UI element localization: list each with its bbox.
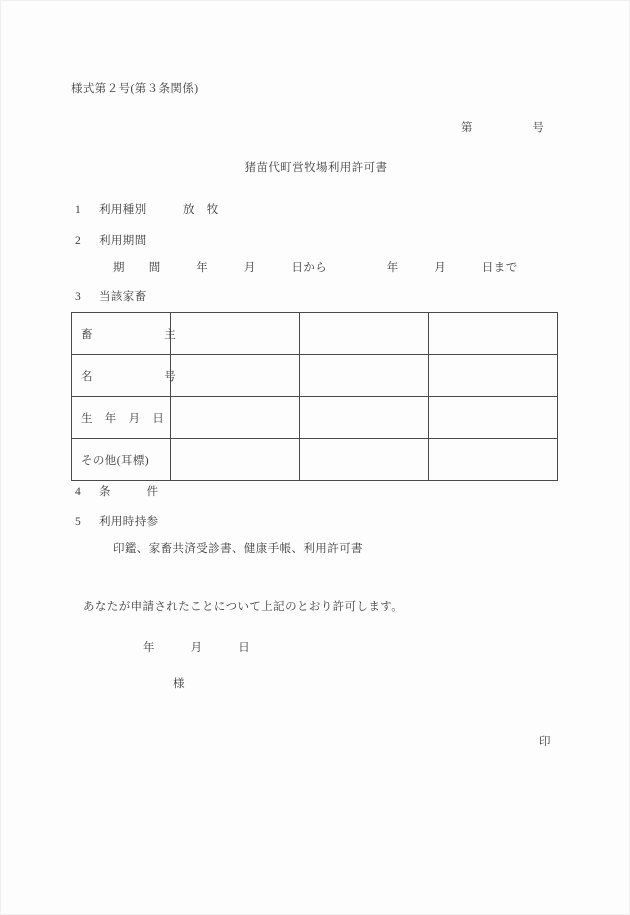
item-3-number: 3 [75,291,82,303]
item-4-label-conditions: 条 件 [99,486,159,498]
form-number: 様式第２号(第３条関係) [71,83,199,95]
table-cell[interactable] [429,439,558,481]
page-title: 猪苗代町営牧場利用許可書 [244,162,388,174]
document-number-field: 第 号 [461,122,545,134]
table-cell[interactable] [171,313,300,355]
table-cell[interactable] [300,355,429,397]
item-5-number: 5 [75,516,82,528]
item-2-period-blank-row: 期 間 年 月 日から 年 月 日まで [113,262,518,274]
row-label-other-eartag: その他(耳標) [72,439,171,481]
item-5-label-bring-items: 利用時持参 [99,516,159,528]
item-1-number: 1 [75,204,82,216]
item-2-number: 2 [75,235,82,247]
item-2-label-usage-period: 利用期間 [99,235,147,247]
table-cell[interactable] [300,439,429,481]
table-cell[interactable] [171,355,300,397]
item-3-label-livestock: 当該家畜 [99,291,147,303]
item-5-value-bring-items-list: 印鑑、家畜共済受診書、健康手帳、利用許可書 [113,543,363,555]
row-label-owner: 畜 主 [72,313,171,355]
permit-statement: あなたが申請されたことについて上記のとおり許可します。 [83,601,404,613]
table-row [72,355,558,397]
table-cell[interactable] [429,313,558,355]
item-1-value-grazing: 放 牧 [183,204,219,216]
addressee-honorific: 様 [173,678,185,690]
issue-date-blank: 年 月 日 [143,642,251,654]
table-cell[interactable] [429,397,558,439]
table-row [72,439,558,481]
table-row [72,313,558,355]
item-1-label-usage-type: 利用種別 [99,204,147,216]
table-cell[interactable] [429,355,558,397]
livestock-table [71,312,558,481]
table-cell[interactable] [300,313,429,355]
seal-stamp-mark: 印 [539,736,551,748]
row-label-name: 名 号 [72,355,171,397]
row-label-birthdate: 生 年 月 日 [72,397,171,439]
item-4-number: 4 [75,486,82,498]
table-row [72,397,558,439]
table-cell[interactable] [171,397,300,439]
table-cell[interactable] [171,439,300,481]
table-cell[interactable] [300,397,429,439]
